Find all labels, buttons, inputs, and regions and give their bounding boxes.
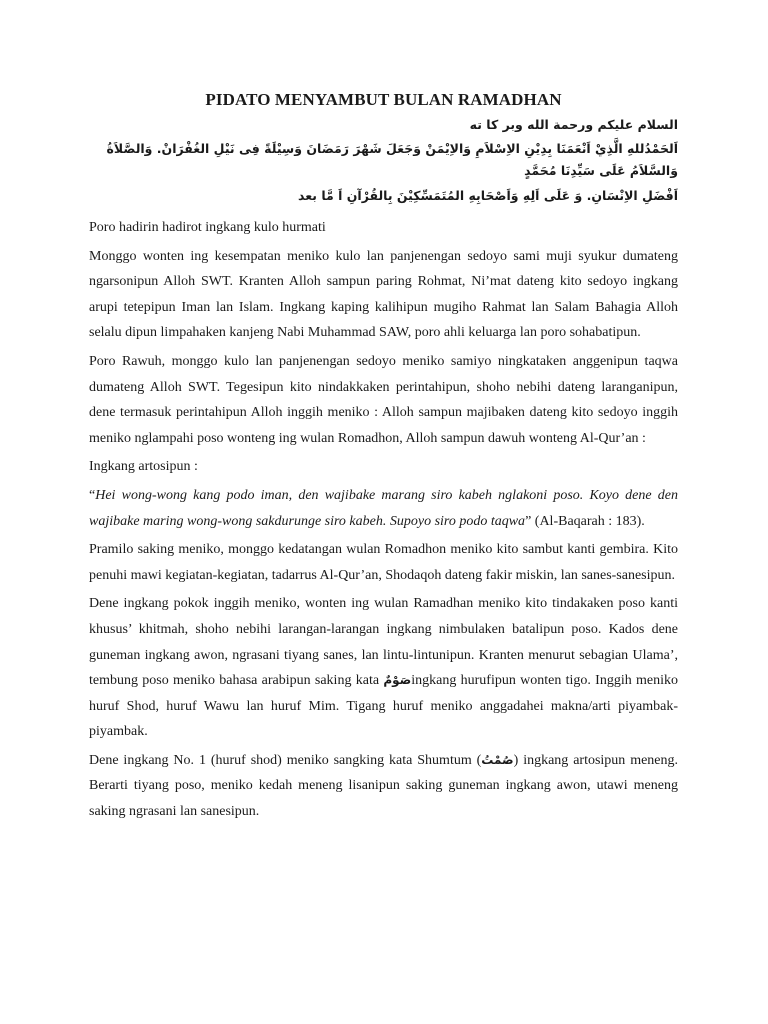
arabic-shalawat: اَفْضَلِ الاِنْسَانِ. وَ عَلَى اَلِهِ وَاَصْحَابِهِ المُتَمَسِّكِيْنَ بِالقُرْآنِ اَ مَّا بعد bbox=[298, 188, 678, 203]
paragraph-gembira: Pramilo saking meniko, monggo kedatangan wulan Romadhon meniko kito sambut kanti gembira. Kito penuhi mawi kegiatan-kegiatan, tadarrus Al-Qur’an, Shodaqoh dateng fakir miskin, lan sanes-sanesipun. bbox=[89, 542, 678, 583]
arabic-salam: السلام عليكم ورحمة الله وبر كا ته bbox=[469, 117, 678, 132]
arabic-hamdalah: اَلحَمْدُللهِ الَّذِيْ اَنْعَمَنَا بِدِيْنِ الاِسْلاَمِ وَالاِيْمَنْ وَجَعَلَ شَهْرَ رَمَضَانَ وَسِيْلَةً فِى نَيْلِ الغُفْرَانْ. وَالصَّلاَةُ وَالسَّلاَمُ عَلَى سَيِّدِنَا مُحَمَّدٍ bbox=[106, 141, 678, 178]
paragraph-pokok bbox=[89, 591, 678, 745]
document-page bbox=[89, 88, 678, 825]
paragraph-huruf-shod bbox=[89, 748, 678, 825]
paragraph-pokok-text-end: ingkang hurufipun wonten tigo. Inggih meniko huruf Shod, huruf Wawu lan huruf Mim. Tigang huruf meniko anggadahei makna/arti piyambak-piyambak. bbox=[89, 673, 678, 740]
paragraph-greeting: Poro hadirin hadirot ingkang kulo hurmati bbox=[89, 220, 326, 235]
arabic-word-shumtu: صُمْتُ bbox=[481, 752, 514, 767]
quote-text: Hei wong-wong kang podo iman, den wajibake marang siro kabeh nglakoni poso. Koyo dene den wajibake maring wong-wong sakdurunge siro kabeh. Supoyo siro podo taqwa bbox=[89, 487, 678, 529]
quote-citation: ” (Al-Baqarah : 183). bbox=[525, 513, 645, 529]
paragraph-syukur: Monggo wonten ing kesempatan meniko kulo lan panjenengan sedoyo sami muji syukur dumateng ngarsonipun Alloh SWT. Kranten Alloh sampun paring Rohmat, Ni’mat dateng kito sedoyo ingkang arupi tetepipun Iman lan Islam. Ingkang kaping kalihipun mugiho Rahmat lan Salam Bahagia Alloh selalu dipun limpahaken kanjeng Nabi Muhammad SAW, poro ahli keluarga lan poro sohabatipun. bbox=[89, 248, 678, 341]
document-title: PIDATO MENYAMBUT BULAN RAMADHAN bbox=[205, 90, 562, 109]
quote-open-mark: “ bbox=[89, 487, 96, 503]
arabic-word-shaum: صَوْمٌ bbox=[383, 673, 412, 688]
paragraph-shod-text: Dene ingkang No. 1 (huruf shod) meniko sangking kata Shumtum ( bbox=[89, 752, 482, 768]
paragraph-shod-text-end: ) ingkang artosipun meneng. Berarti tiyang poso, meniko kedah meneng lisanipun saking guneman ingkang awon, utawi meneng saking ngrasani lan sanesipun. bbox=[89, 752, 679, 820]
paragraph-taqwa: Poro Rawuh, monggo kulo lan panjenengan sedoyo meniko samiyo ningkataken anggenipun taqwa dumateng Alloh SWT. Tegesipun kito nindakkaken perintahipun, shoho nebihi dateng laranganipun, dene termasuk perintahipun Alloh inggih meniko : Alloh sampun majibaken dateng kito sedoyo inggih meniko nglampahi poso wonteng ing wulan Romadhon, Alloh sampun dawuh wonteng Al-Qur’an : bbox=[89, 353, 678, 446]
paragraph-pokok-text: Dene ingkang pokok inggih meniko, wonten ing wulan Ramadhan meniko kito tindakaken poso kanti khusus’ khitmah, shoho nebihi larangan-larangan ingkang nimbulaken batalipun poso. Kados dene guneman ingkang awon, ngrasani tiyang sanes, lan lintu-lintunipun. Kranten menurut sebagian Ulama’, tembung poso meniko bahasa arabipun saking kata bbox=[89, 596, 678, 689]
paragraph-quote bbox=[89, 483, 678, 534]
paragraph-artosipun: Ingkang artosipun : bbox=[89, 459, 198, 475]
